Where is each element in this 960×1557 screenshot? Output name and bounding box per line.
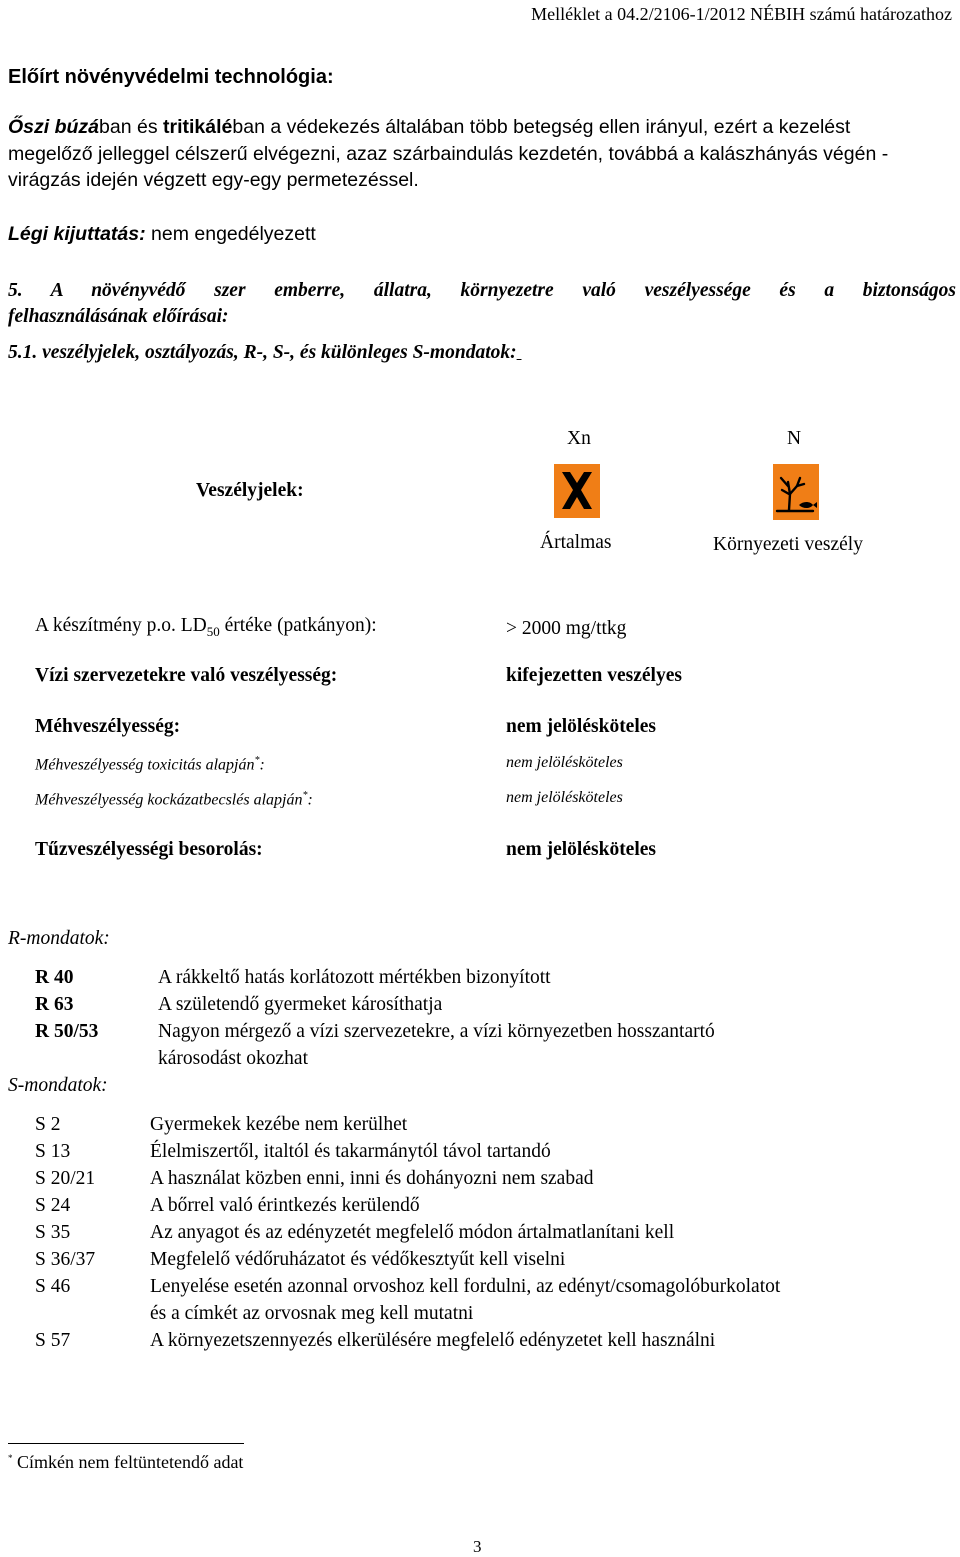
document-header: Melléklet a 04.2/2106-1/2012 NÉBIH számú határozathoz	[531, 4, 952, 24]
intro-paragraph	[8, 114, 958, 194]
s-text: Megfelelő védőruházatot és védőkesztyűt kell viselni	[150, 1249, 566, 1270]
section-5-1-underline	[517, 342, 522, 363]
fire-hazard-value: nem jelölésköteles	[506, 839, 657, 860]
footnote-mark: *	[302, 790, 308, 801]
s-code: S 57	[35, 1330, 71, 1351]
technology-heading: Előírt növényvédelmi technológia:	[8, 66, 334, 88]
crop-name-triticale: tritikálé	[163, 116, 233, 138]
crop-name-wheat: Őszi búzá	[8, 116, 100, 138]
ld50-label-suffix: értéke (patkányon):	[219, 615, 377, 636]
s-text: Lenyelése esetén azonnal orvoshoz kell fordulni, az edényt/csomagolóburkolatot	[150, 1276, 781, 1297]
fire-hazard-label: Tűzveszélyességi besorolás:	[35, 839, 263, 860]
s-text-continued: és a címkét az orvosnak meg kell mutatni	[150, 1303, 474, 1324]
page-number: 3	[473, 1537, 482, 1556]
r-text: A születendő gyermeket károsíthatja	[158, 994, 443, 1015]
s-sentences-title: S-mondatok:	[8, 1075, 108, 1096]
r-sentences-title: R-mondatok:	[8, 928, 110, 949]
section-5-1-heading	[8, 342, 521, 364]
section-5-heading	[8, 278, 956, 330]
dead-tree-fish-icon	[773, 464, 819, 520]
r-text: A rákkeltő hatás korlátozott mértékben bizonyított	[158, 967, 551, 988]
colon: :	[259, 756, 265, 774]
bee-toxicity-value: nem jelölésköteles	[506, 754, 623, 771]
r-code: R 50/53	[35, 1021, 99, 1042]
intro-text: ban a védekezés általában több betegség ellen irányul, ezért a kezelést	[232, 116, 851, 138]
s-text: A bőrrel való érintkezés kerülendő	[150, 1195, 420, 1216]
r-text: Nagyon mérgező a vízi szervezetekre, a vízi környezetben hosszantartó	[158, 1021, 715, 1042]
intro-line-1	[8, 114, 958, 141]
intro-text: ban és	[99, 116, 163, 138]
r-text-continued: károsodást okozhat	[158, 1048, 309, 1069]
s-text: A használat közben enni, inni és dohányozni nem szabad	[150, 1168, 594, 1189]
ld50-label-text: A készítmény p.o. LD	[35, 615, 207, 636]
s-code: S 46	[35, 1276, 71, 1297]
section-5-line-1: 5. A növényvédő szer emberre, állatra, környezetre való veszélyessége és a biztonságos	[8, 280, 956, 301]
footnote	[8, 1452, 243, 1473]
intro-line-3: virágzás idején végzett egy-egy permetezéssel.	[8, 169, 419, 192]
ld50-subscript: 50	[206, 623, 220, 639]
footnote-text: Címkén nem feltüntetendő adat	[17, 1452, 244, 1472]
ld50-label	[35, 615, 377, 640]
s-code: S 20/21	[35, 1168, 96, 1189]
footnote-mark: *	[8, 1453, 13, 1463]
section-5-line-2: felhasználásának előírásai:	[8, 306, 229, 327]
footnote-separator	[8, 1443, 244, 1444]
s-code: S 35	[35, 1222, 71, 1243]
bee-risk-value: nem jelölésköteles	[506, 789, 623, 806]
bee-toxicity-label	[35, 755, 265, 774]
s-text: Az anyagot és az edényzetét megfelelő módon ártalmatlanítani kell	[150, 1222, 675, 1243]
intro-line-2: megelőző jelleggel célszerű elvégezni, azaz szárbaindulás kezdetén, továbbá a kalászhányás végén -	[8, 142, 889, 165]
aerial-application-value: nem engedélyezett	[151, 223, 316, 245]
s-code: S 36/37	[35, 1249, 96, 1270]
s-text: Élelmiszertől, italtól és takarmánytól távol tartandó	[150, 1141, 551, 1162]
xn-code: Xn	[567, 428, 591, 449]
ld50-value: > 2000 mg/ttkg	[506, 618, 627, 639]
n-name: Környezeti veszély	[713, 534, 863, 555]
bee-hazard-label: Méhveszélyesség:	[35, 716, 181, 737]
aerial-application-label: Légi kijuttatás:	[8, 223, 146, 245]
xn-name: Ártalmas	[540, 532, 612, 553]
hazard-symbols-label: Veszélyjelek:	[196, 480, 304, 501]
s-code: S 24	[35, 1195, 71, 1216]
r-code: R 40	[35, 967, 74, 988]
s-text: Gyermekek kezébe nem kerülhet	[150, 1114, 408, 1135]
harmful-x-icon	[554, 464, 600, 518]
n-code: N	[787, 428, 802, 449]
bee-risk-text: Méhveszélyesség kockázatbecslés alapján	[35, 791, 303, 809]
s-text: A környezetszennyezés elkerülésére megfelelő edényzetet kell használni	[150, 1330, 716, 1351]
section-5-1-text: 5.1. veszélyjelek, osztályozás, R-, S-, és különleges S-mondatok:	[8, 342, 517, 363]
bee-risk-label	[35, 790, 313, 809]
colon: :	[307, 791, 313, 809]
s-code: S 13	[35, 1141, 71, 1162]
bee-toxicity-text: Méhveszélyesség toxicitás alapján	[35, 756, 255, 774]
aquatic-hazard-label: Vízi szervezetekre való veszélyesség:	[35, 665, 338, 686]
s-code: S 2	[35, 1114, 61, 1135]
r-code: R 63	[35, 994, 74, 1015]
bee-hazard-value: nem jelölésköteles	[506, 716, 657, 737]
aquatic-hazard-value: kifejezetten veszélyes	[506, 665, 682, 686]
footnote-mark: *	[254, 755, 260, 766]
aerial-application	[8, 223, 316, 246]
